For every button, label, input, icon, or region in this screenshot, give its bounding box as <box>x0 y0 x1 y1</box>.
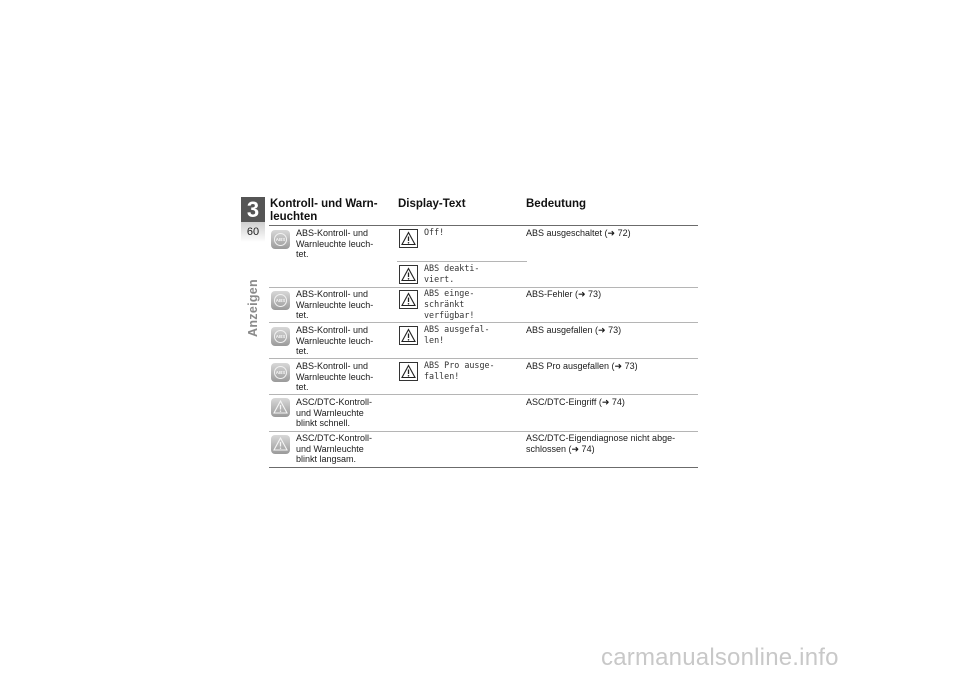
row-description: ABS-Kontroll- und Warnleuchte leuch- tet. <box>296 228 374 259</box>
row-meaning: ABS Pro ausgefallen (➜ 73) <box>526 361 638 371</box>
row-meaning: ASC/DTC-Eingriff (➜ 74) <box>526 397 625 407</box>
row-separator <box>269 322 698 323</box>
header-rule <box>269 225 698 226</box>
row-separator <box>397 261 527 262</box>
row-separator <box>269 358 698 359</box>
abs-warning-light-icon: ABS <box>271 363 290 382</box>
row-separator <box>269 394 698 395</box>
chapter-number-tab: 3 <box>241 197 265 222</box>
row-meaning: ABS ausgeschaltet (➜ 72) <box>526 228 631 238</box>
header-meaning: Bedeutung <box>526 198 587 210</box>
display-text: Off! <box>424 227 445 237</box>
asc-dtc-warning-light-icon <box>271 435 290 454</box>
warning-triangle-icon <box>399 290 418 309</box>
row-description: ABS-Kontroll- und Warnleuchte leuch- tet. <box>296 289 374 320</box>
header-display-text: Display-Text <box>398 198 466 210</box>
row-meaning: ABS ausgefallen (➜ 73) <box>526 325 622 335</box>
asc-dtc-warning-light-icon <box>271 398 290 417</box>
row-description: ABS-Kontroll- und Warnleuchte leuch- tet. <box>296 325 374 356</box>
abs-warning-light-icon: ABS <box>271 291 290 310</box>
warning-triangle-icon <box>399 362 418 381</box>
abs-warning-light-icon: ABS <box>271 230 290 249</box>
row-meaning: ASC/DTC-Eigendiagnose nicht abge- schlossen (➜ 74) <box>526 433 676 454</box>
display-text: ABS einge- schränkt verfügbar! <box>424 288 475 320</box>
warning-triangle-icon <box>399 229 418 248</box>
row-description: ABS-Kontroll- und Warnleuchte leuch- tet. <box>296 361 374 392</box>
display-text: ABS deakti- viert. <box>424 263 480 284</box>
chapter-side-label: Anzeigen <box>246 279 260 337</box>
warning-triangle-icon <box>399 265 418 284</box>
warning-triangle-icon <box>399 326 418 345</box>
row-separator <box>269 431 698 432</box>
abs-warning-light-icon: ABS <box>271 327 290 346</box>
table-bottom-rule <box>269 467 698 468</box>
header-control-lights: Kontroll- und Warn- leuchten <box>270 198 378 223</box>
page-number: 60 <box>246 226 260 238</box>
row-description: ASC/DTC-Kontroll- und Warnleuchte blinkt schnell. <box>296 397 373 428</box>
display-text: ABS ausgefal- len! <box>424 324 490 345</box>
row-meaning: ABS-Fehler (➜ 73) <box>526 289 602 299</box>
display-text: ABS Pro ausge- fallen! <box>424 360 495 381</box>
watermark: carmanualsonline.info <box>601 644 839 671</box>
row-description: ASC/DTC-Kontroll- und Warnleuchte blinkt langsam. <box>296 433 373 464</box>
